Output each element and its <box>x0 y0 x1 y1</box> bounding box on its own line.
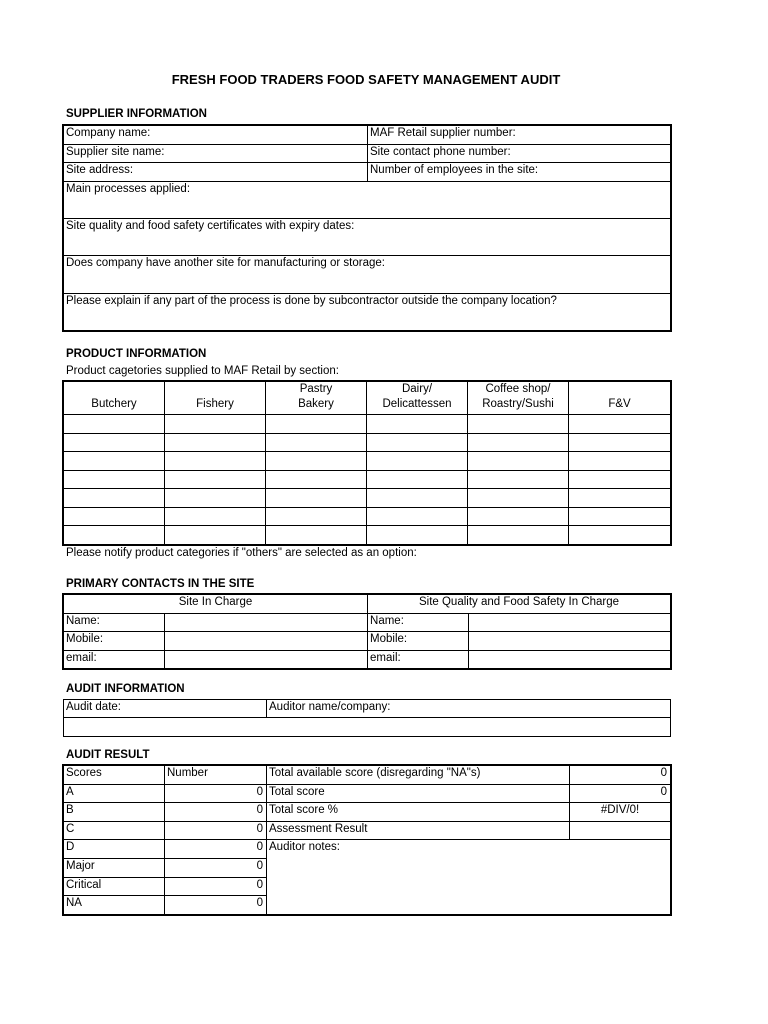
contacts-section-heading: PRIMARY CONTACTS IN THE SITE <box>66 578 255 590</box>
grade-label: C <box>64 822 165 840</box>
product-cell[interactable] <box>165 415 266 434</box>
product-row <box>64 434 671 452</box>
product-cell[interactable] <box>569 526 671 545</box>
product-cell[interactable] <box>266 508 367 526</box>
scores-header: Scores <box>64 766 165 785</box>
number-header: Number <box>165 766 267 785</box>
product-cell[interactable] <box>64 471 165 489</box>
num-employees-field[interactable]: Number of employees in the site: <box>368 163 671 182</box>
product-cell[interactable] <box>165 489 266 508</box>
total-score-pct-value: #DIV/0! <box>570 803 671 822</box>
product-cell[interactable] <box>367 526 468 545</box>
product-cell[interactable] <box>569 434 671 452</box>
grade-label: B <box>64 803 165 822</box>
grade-count: 0 <box>165 822 267 840</box>
site-contact-phone-field[interactable]: Site contact phone number: <box>368 145 671 163</box>
column-header-fishery: Fishery <box>165 382 266 415</box>
audit-section-heading: AUDIT INFORMATION <box>66 683 185 695</box>
product-cell[interactable] <box>266 434 367 452</box>
product-cell[interactable] <box>64 526 165 545</box>
product-cell[interactable] <box>367 489 468 508</box>
product-cell[interactable] <box>367 471 468 489</box>
product-cell[interactable] <box>367 434 468 452</box>
main-processes-field[interactable]: Main processes applied: <box>64 182 671 219</box>
column-header-dairy-delicatessen: Dairy/ Delicattessen <box>367 382 468 415</box>
product-categories-table <box>63 381 671 545</box>
product-note: Please notify product categories if "others" are selected as an option: <box>66 547 417 559</box>
contact-name-label: Name: <box>368 614 469 632</box>
grade-label: Critical <box>64 878 165 896</box>
maf-supplier-number-field[interactable]: MAF Retail supplier number: <box>368 126 671 145</box>
product-cell[interactable] <box>367 508 468 526</box>
product-cell[interactable] <box>569 489 671 508</box>
assessment-result-value[interactable] <box>570 822 671 840</box>
product-cell[interactable] <box>367 415 468 434</box>
product-cell[interactable] <box>468 434 569 452</box>
quality-in-charge-header: Site Quality and Food Safety In Charge <box>368 595 671 614</box>
total-score-value: 0 <box>570 785 671 803</box>
grade-count: 0 <box>165 785 267 803</box>
product-cell[interactable] <box>569 471 671 489</box>
site-in-charge-email-field[interactable] <box>165 651 368 669</box>
product-cell[interactable] <box>165 508 266 526</box>
product-row <box>64 415 671 434</box>
supplier-info-table <box>63 125 671 331</box>
grade-count: 0 <box>165 878 267 896</box>
total-available-value: 0 <box>570 766 671 785</box>
column-header-butchery: Butchery <box>64 382 165 415</box>
page-title: FRESH FOOD TRADERS FOOD SAFETY MANAGEMENT AUDIT <box>171 72 561 87</box>
quality-in-charge-email-field[interactable] <box>469 651 671 669</box>
grade-label: NA <box>64 896 165 915</box>
product-cell[interactable] <box>468 526 569 545</box>
product-cell[interactable] <box>569 452 671 471</box>
product-section-heading: PRODUCT INFORMATION <box>66 348 207 360</box>
auditor-name-field[interactable]: Auditor name/company: <box>267 700 671 718</box>
column-header-pastry-bakery: Pastry Bakery <box>266 382 367 415</box>
quality-in-charge-mobile-field[interactable] <box>469 632 671 651</box>
product-row <box>64 508 671 526</box>
contact-mobile-label: Mobile: <box>64 632 165 651</box>
contact-name-label: Name: <box>64 614 165 632</box>
site-in-charge-header: Site In Charge <box>64 595 368 614</box>
another-site-field[interactable]: Does company have another site for manufacturing or storage: <box>64 256 671 294</box>
supplier-site-name-field[interactable]: Supplier site name: <box>64 145 368 163</box>
product-cell[interactable] <box>468 452 569 471</box>
site-in-charge-mobile-field[interactable] <box>165 632 368 651</box>
site-in-charge-name-field[interactable] <box>165 614 368 632</box>
product-table-body <box>64 415 671 545</box>
grade-label: D <box>64 840 165 859</box>
grade-label: Major <box>64 859 165 878</box>
grade-count: 0 <box>165 859 267 878</box>
audit-result-table <box>63 765 671 915</box>
site-address-field[interactable]: Site address: <box>64 163 368 182</box>
product-cell[interactable] <box>367 452 468 471</box>
product-cell[interactable] <box>64 489 165 508</box>
product-cell[interactable] <box>165 526 266 545</box>
product-row <box>64 452 671 471</box>
subcontractor-field[interactable]: Please explain if any part of the process is done by subcontractor outside the company location? <box>64 294 671 331</box>
contact-email-label: email: <box>64 651 165 669</box>
contacts-table <box>63 594 671 669</box>
product-cell[interactable] <box>266 471 367 489</box>
supplier-section-heading: SUPPLIER INFORMATION <box>66 108 207 120</box>
product-cell[interactable] <box>64 415 165 434</box>
grade-count: 0 <box>165 840 267 859</box>
contact-mobile-label: Mobile: <box>368 632 469 651</box>
product-cell[interactable] <box>266 452 367 471</box>
product-cell[interactable] <box>64 434 165 452</box>
total-score-pct-label: Total score % <box>267 803 570 822</box>
total-score-label: Total score <box>267 785 570 803</box>
certificates-field[interactable]: Site quality and food safety certificates with expiry dates: <box>64 219 671 256</box>
product-cell[interactable] <box>468 489 569 508</box>
result-section-heading: AUDIT RESULT <box>66 749 150 761</box>
product-row <box>64 471 671 489</box>
contact-email-label: email: <box>368 651 469 669</box>
product-row <box>64 526 671 545</box>
product-cell[interactable] <box>64 452 165 471</box>
audit-date-field[interactable]: Audit date: <box>64 700 267 718</box>
audit-info-blank-row[interactable] <box>64 718 671 737</box>
product-cell[interactable] <box>569 415 671 434</box>
product-cell[interactable] <box>468 471 569 489</box>
company-name-field[interactable]: Company name: <box>64 126 368 145</box>
assessment-result-label: Assessment Result <box>267 822 570 840</box>
product-cell[interactable] <box>266 415 367 434</box>
product-cell[interactable] <box>266 489 367 508</box>
product-cell[interactable] <box>468 415 569 434</box>
quality-in-charge-name-field[interactable] <box>469 614 671 632</box>
product-cell[interactable] <box>165 452 266 471</box>
product-cell[interactable] <box>165 434 266 452</box>
product-cell[interactable] <box>266 526 367 545</box>
column-header-coffee-shop: Coffee shop/ Roastry/Sushi <box>468 382 569 415</box>
product-row <box>64 489 671 508</box>
grade-label: A <box>64 785 165 803</box>
grade-count: 0 <box>165 896 267 915</box>
product-cell[interactable] <box>64 508 165 526</box>
grade-count: 0 <box>165 803 267 822</box>
audit-info-table <box>63 699 671 737</box>
product-subheading: Product cagetories supplied to MAF Retail by section: <box>66 365 339 377</box>
auditor-notes-field[interactable]: Auditor notes: <box>267 840 671 915</box>
column-header-fv: F&V <box>569 382 671 415</box>
product-cell[interactable] <box>468 508 569 526</box>
product-cell[interactable] <box>569 508 671 526</box>
total-available-label: Total available score (disregarding "NA"s) <box>267 766 570 785</box>
product-cell[interactable] <box>165 471 266 489</box>
